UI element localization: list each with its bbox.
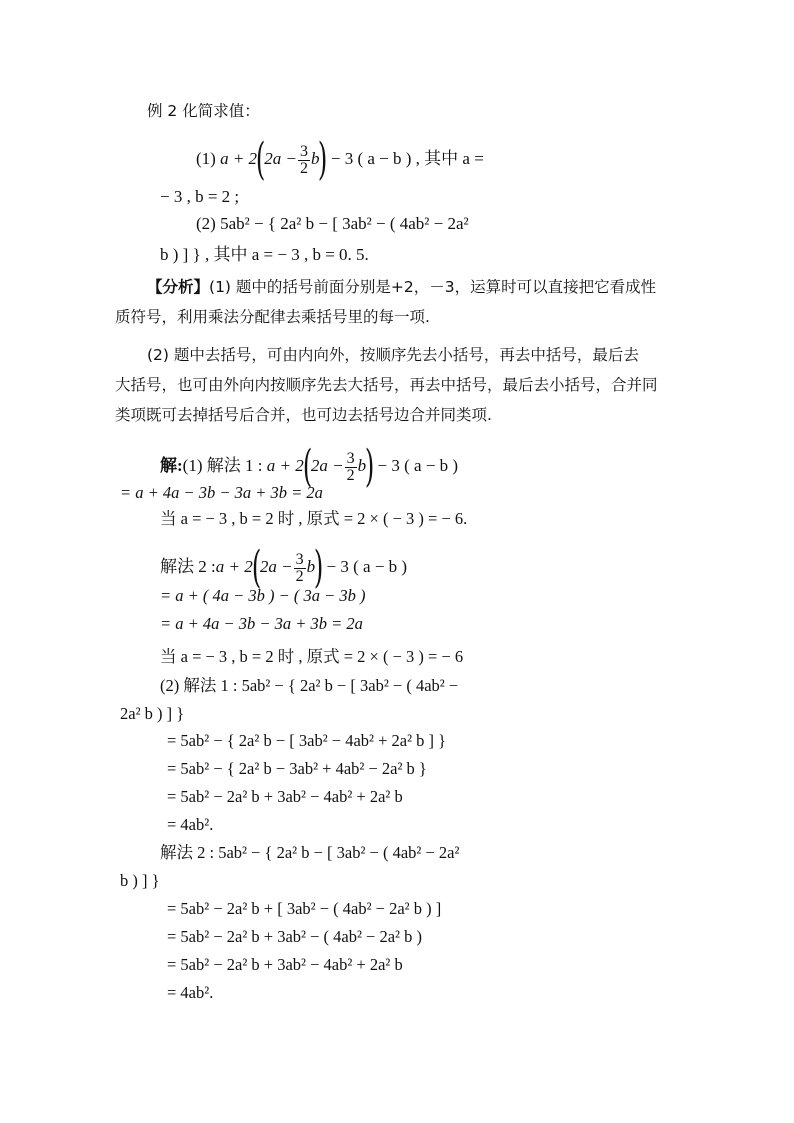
solution-2-method-2-step-1: = 5ab² − 2a² b + [ 3ab² − ( 4ab² − 2a² b ) ]: [167, 899, 442, 918]
solution-1-method-2-eval: 当 a = − 3 , b = 2 时 , 原式 = 2 × ( − 3 ) = − 6: [160, 647, 464, 666]
fraction-denominator: 2: [346, 466, 355, 484]
big-paren-open: (: [255, 134, 266, 185]
fraction-denominator: 2: [295, 567, 304, 585]
expr-inner-right: b: [310, 148, 320, 168]
solution-1-tail: − 3 ( a − b ): [377, 455, 459, 475]
expr-lead: a + 2: [215, 556, 253, 576]
solution-1-step-1: = a + 4a − 3b − 3a + 3b = 2a: [120, 483, 323, 502]
big-paren-open: (: [302, 441, 313, 492]
fraction-three-halves: [298, 144, 310, 177]
solution-1-method-2-step-2: = a + 4a − 3b − 3a + 3b = 2a: [160, 614, 363, 633]
fraction-numerator: 3: [299, 142, 308, 160]
problem-1-line-1: [196, 134, 484, 185]
solution-2-method-2-head: 解法 2 : 5ab² − { 2a² b − [ 3ab² − ( 4ab² − 2a²: [160, 843, 460, 862]
solution-1-eval: 当 a = − 3 , b = 2 时 , 原式 = 2 × ( − 3 ) = − 6.: [160, 509, 468, 528]
expr-inner-right: b: [357, 455, 367, 475]
solution-2-step-2: = 5ab² − { 2a² b − 3ab² + 4ab² − 2a² b }: [167, 759, 427, 778]
fraction-three-halves: [294, 552, 306, 585]
example-title: 例 2 化简求值：: [147, 102, 260, 120]
analysis-p1-line1: (1) 题中的括号前面分别是+2，－3，运算时可以直接把它看成性: [209, 278, 657, 296]
big-paren-open: (: [251, 542, 262, 593]
solution-2-step-4: = 4ab².: [167, 815, 214, 834]
fraction-three-halves: [345, 451, 357, 484]
analysis-p2-line2: 大括号，也可由外向内按顺序先去大括号，再去中括号，最后去小括号，合并同: [115, 376, 658, 394]
analysis-label: 【分析】: [147, 278, 210, 296]
problem-1-line-2: − 3 , b = 2 ;: [160, 187, 240, 206]
expr-inner-left: 2a −: [264, 148, 297, 168]
solution-label: 解:: [160, 455, 183, 475]
fraction-denominator: 2: [299, 159, 308, 177]
expr-lead: a + 2: [266, 455, 304, 475]
expr-inner-right: b: [306, 556, 316, 576]
analysis-p2-line1: (2) 题中去括号，可由内向外，按顺序先去小括号，再去中括号，最后去: [147, 346, 639, 364]
analysis-p1-line2: 质符号，利用乘法分配律去乘括号里的每一项.: [115, 308, 430, 326]
problem-1-number: (1): [196, 148, 216, 168]
solution-1-method-2-tail: − 3 ( a − b ): [326, 556, 408, 576]
big-paren-close: ): [318, 134, 328, 185]
expr-inner-left: 2a −: [310, 455, 344, 475]
solution-2-method-2-step-3: = 5ab² − 2a² b + 3ab² − 4ab² + 2a² b: [167, 955, 403, 974]
solution-2-head-cont: 2a² b ) ] }: [120, 704, 185, 723]
big-paren-close: ): [313, 542, 324, 593]
solution-1-method-1: (1) 解法 1 :: [182, 455, 263, 475]
solution-2-method-2-head-cont: b ) ] }: [120, 871, 160, 890]
solution-1-head: [160, 441, 459, 492]
solution-2-method-2-step-2: = 5ab² − 2a² b + 3ab² − ( 4ab² − 2a² b ): [167, 927, 422, 946]
expr-lead: a + 2: [220, 148, 258, 168]
solution-2-step-3: = 5ab² − 2a² b + 3ab² − 4ab² + 2a² b: [167, 787, 403, 806]
analysis-p2-line3: 类项既可去掉括号后合并，也可边去括号边合并同类项.: [115, 406, 492, 424]
solution-1-method-2-step-1: = a + ( 4a − 3b ) − ( 3a − 3b ): [160, 586, 366, 605]
fraction-numerator: 3: [295, 550, 304, 568]
problem-1-tail: − 3 ( a − b ) , 其中 a =: [330, 148, 484, 168]
expr-inner-left: 2a −: [259, 556, 293, 576]
solution-2-method-2-step-4: = 4ab².: [167, 983, 214, 1002]
problem-2-line-1: (2) 5ab² − { 2a² b − [ 3ab² − ( 4ab² − 2a²: [196, 214, 469, 233]
solution-1-method-2-head: [160, 542, 408, 593]
big-paren-close: ): [364, 441, 375, 492]
analysis-block: [147, 272, 656, 302]
problem-2-line-2: b ) ] } , 其中 a = − 3 , b = 0. 5.: [160, 245, 369, 264]
solution-2-head: (2) 解法 1 : 5ab² − { 2a² b − [ 3ab² − ( 4ab² −: [160, 676, 459, 695]
solution-2-step-1: = 5ab² − { 2a² b − [ 3ab² − 4ab² + 2a² b ] }: [167, 731, 447, 750]
solution-1-method-2-label: 解法 2 :: [160, 556, 216, 576]
fraction-numerator: 3: [346, 449, 355, 467]
